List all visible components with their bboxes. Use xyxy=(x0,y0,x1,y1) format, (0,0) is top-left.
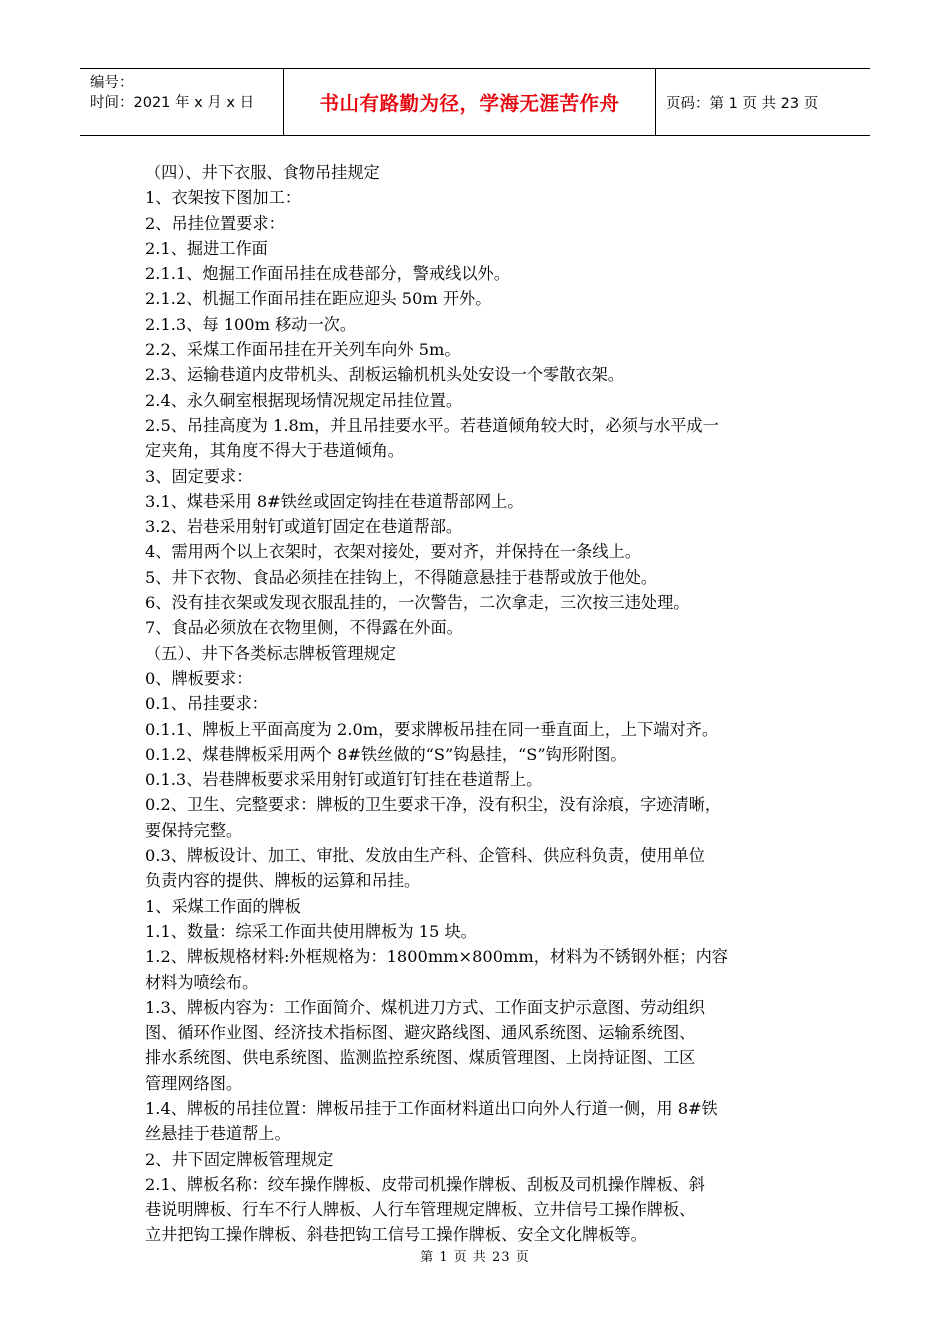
header-meta xyxy=(80,69,283,135)
text-line: 2.2、采煤工作面吊挂在开关列车向外 5m。 xyxy=(145,340,461,360)
text-line: 0.3、牌板设计、加工、审批、发放由生产科、企管科、供应科负责，使用单位 xyxy=(145,846,705,866)
text-line: 2.3、运输巷道内皮带机头、刮板运输机机头处安设一个零散衣架。 xyxy=(145,365,624,385)
document-number-label: 编号： xyxy=(90,75,134,91)
document-body xyxy=(145,160,820,1248)
text-line: 0、牌板要求： xyxy=(145,668,253,688)
text-line: 巷说明牌板、行车不行人牌板、人行车管理规定牌板、立井信号工操作牌板、 xyxy=(145,1200,696,1220)
text-line: 丝悬挂于巷道帮上。 xyxy=(145,1124,291,1144)
text-line: 立井把钩工操作牌板、斜巷把钩工信号工操作牌板、安全文化牌板等。 xyxy=(145,1225,647,1245)
text-line: 2.1、牌板名称：绞车操作牌板、皮带司机操作牌板、刮板及司机操作牌板、斜 xyxy=(145,1174,705,1194)
text-line: 1、衣架按下图加工： xyxy=(145,188,301,208)
header-motto: 书山有路勤为径，学海无涯苦作舟 xyxy=(283,69,656,135)
text-line: 7、食品必须放在衣物里侧，不得露在外面。 xyxy=(145,618,463,638)
text-line: 3.1、煤巷采用 8#铁丝或固定钩挂在巷道帮部网上。 xyxy=(145,491,524,511)
text-line: 1.4、牌板的吊挂位置：牌板吊挂于工作面材料道出口向外人行道一侧，用 8#铁 xyxy=(145,1098,718,1118)
document-date: 时间：2021 年 x 月 x 日 xyxy=(90,95,255,111)
text-line: 管理网络图。 xyxy=(145,1073,243,1093)
text-line: 2、吊挂位置要求： xyxy=(145,213,285,233)
text-line: 1.3、牌板内容为：工作面简介、煤机进刀方式、工作面支护示意图、劳动组织 xyxy=(145,997,705,1017)
header-page-info: 页码：第 1 页 共 23 页 xyxy=(666,95,819,112)
text-line: （五）、井下各类标志牌板管理规定 xyxy=(145,643,396,663)
text-line: 5、井下衣物、食品必须挂在挂钩上，不得随意悬挂于巷帮或放于他处。 xyxy=(145,567,658,587)
text-line: 要保持完整。 xyxy=(145,820,243,840)
text-line: 4、需用两个以上衣架时，衣架对接处，要对齐，并保持在一条线上。 xyxy=(145,542,641,562)
text-line: 2.1.1、炮掘工作面吊挂在成巷部分，警戒线以外。 xyxy=(145,264,510,284)
text-line: 排水系统图、供电系统图、监测监控系统图、煤质管理图、上岗持证图、工区 xyxy=(145,1048,696,1068)
text-line: 0.1、吊挂要求： xyxy=(145,694,268,714)
text-line: 1.2、牌板规格材料:外框规格为：1800mm×800mm，材料为不锈钢外框；内容 xyxy=(145,947,728,967)
text-line: 0.1.3、岩巷牌板要求采用射钉或道钉钉挂在巷道帮上。 xyxy=(145,770,543,790)
text-line: 3、固定要求： xyxy=(145,466,253,486)
text-line: （四）、井下衣服、食物吊挂规定 xyxy=(145,163,380,182)
text-line: 2.1、掘进工作面 xyxy=(145,238,268,258)
text-line: 2、井下固定牌板管理规定 xyxy=(145,1149,334,1169)
text-line: 图、循环作业图、经济技术指标图、避灾路线图、通风系统图、运输系统图、 xyxy=(145,1023,696,1043)
text-line: 1.1、数量：综采工作面共使用牌板为 15 块。 xyxy=(145,921,477,941)
text-line: 0.2、卫生、完整要求：牌板的卫生要求干净，没有积尘，没有涂痕，字迹清晰， xyxy=(145,795,722,815)
text-line: 负责内容的提供、牌板的运算和吊挂。 xyxy=(145,871,421,891)
text-line: 定夹角，其角度不得大于巷道倾角。 xyxy=(145,441,404,461)
page-footer: 第 1 页 共 23 页 xyxy=(420,1250,530,1265)
text-line: 2.1.2、机掘工作面吊挂在距应迎头 50m 开外。 xyxy=(145,289,492,309)
text-line: 0.1.2、煤巷牌板采用两个 8#铁丝做的“S”钩悬挂，“S”钩形附图。 xyxy=(145,744,627,764)
text-line: 材料为喷绘布。 xyxy=(145,972,259,992)
text-line: 3.2、岩巷采用射钉或道钉固定在巷道帮部。 xyxy=(145,517,463,537)
text-line: 1、采煤工作面的牌板 xyxy=(145,896,301,916)
text-line: 6、没有挂衣架或发现衣服乱挂的，一次警告，二次拿走，三次按三违处理。 xyxy=(145,593,690,613)
text-line: 2.5、吊挂高度为 1.8m，并且吊挂要水平。若巷道倾角较大时，必须与水平成一 xyxy=(145,415,719,435)
text-line: 2.4、永久硐室根据现场情况规定吊挂位置。 xyxy=(145,390,463,410)
text-line: 0.1.1、牌板上平面高度为 2.0m，要求牌板吊挂在同一垂直面上，上下端对齐。 xyxy=(145,719,719,739)
text-line: 2.1.3、每 100m 移动一次。 xyxy=(145,314,357,334)
page-header xyxy=(80,68,870,136)
